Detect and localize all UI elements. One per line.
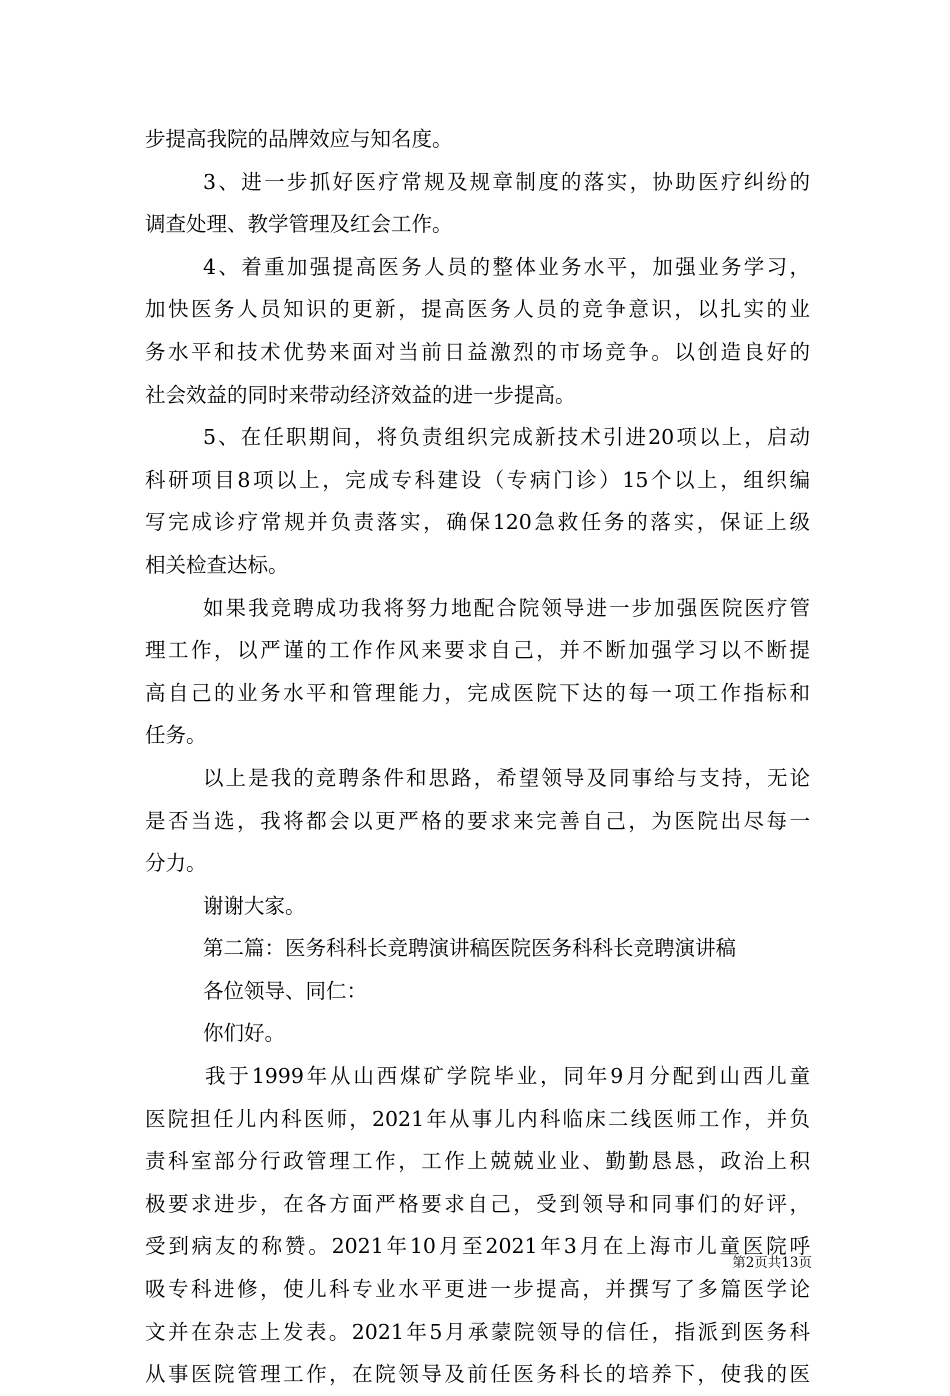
text-line: 高自己的业务水平和管理能力，完成医院下达的每一项工作指标和 xyxy=(145,680,810,705)
text-line: 科研项目8项以上，完成专科建设（专病门诊）15个以上，组织编 xyxy=(145,467,810,492)
text-line: 调查处理、教学管理及红会工作。 xyxy=(145,212,453,237)
text-line: 5、在任职期间，将负责组织完成新技术引进20项以上，启动 xyxy=(203,425,810,450)
text-line: 加快医务人员知识的更新，提高医务人员的竞争意识，以扎实的业 xyxy=(145,297,810,322)
text-line: 吸专科进修，使儿科专业水平更进一步提高，并撰写了多篇医学论 xyxy=(145,1277,810,1302)
text-line: 文并在杂志上发表。2021年5月承蒙院领导的信任，指派到医务科 xyxy=(145,1319,810,1344)
text-line: 3、进一步抓好医疗常规及规章制度的落实，协助医疗纠纷的 xyxy=(203,169,810,194)
text-line: 务水平和技术优势来面对当前日益激烈的市场竞争。以创造良好的 xyxy=(145,339,810,364)
text-line: 理工作，以严谨的工作作风来要求自己，并不断加强学习以不断提 xyxy=(145,638,810,663)
text-line: 以上是我的竞聘条件和思路，希望领导及同事给与支持，无论 xyxy=(203,765,810,790)
text-line: 社会效益的同时来带动经济效益的进一步提高。 xyxy=(145,382,576,407)
text-line: 任务。 xyxy=(145,723,207,748)
text-line: 受到病友的称赞。2021年10月至2021年3月在上海市儿童医院呼 xyxy=(145,1234,810,1259)
greeting: 你们好。 xyxy=(203,1021,285,1046)
text-line: 4、着重加强提高医务人员的整体业务水平，加强业务学习， xyxy=(203,254,810,279)
text-line: 步提高我院的品牌效应与知名度。 xyxy=(145,127,453,151)
section-heading: 第二篇：医务科科长竞聘演讲稿医院医务科科长竞聘演讲稿 xyxy=(203,936,736,961)
text-line: 相关检查达标。 xyxy=(145,552,289,577)
text-line: 是否当选，我将都会以更严格的要求来完善自己，为医院出尽每一 xyxy=(145,808,810,833)
text-line: 极要求进步，在各方面严格要求自己，受到领导和同事们的好评， xyxy=(145,1191,810,1216)
text-line: 分力。 xyxy=(145,851,207,876)
text-line: 写完成诊疗常规并负责落实，确保120急救任务的落实，保证上级 xyxy=(145,510,810,535)
salutation: 各位领导、同仁： xyxy=(203,978,367,1003)
text-line: 从事医院管理工作，在院领导及前任医务科长的培养下，使我的医 xyxy=(145,1362,810,1387)
text-line: 如果我竞聘成功我将努力地配合院领导进一步加强医院医疗管 xyxy=(203,595,810,620)
text-line: 责科室部分行政管理工作，工作上兢兢业业、勤勤恳恳，政治上积 xyxy=(145,1149,810,1174)
document-body xyxy=(145,118,810,1396)
text-line: 医院担任儿内科医师，2021年从事儿内科临床二线医师工作，并负 xyxy=(145,1106,810,1131)
page-number-footer: 第2页共13页 xyxy=(732,1255,812,1271)
text-line: 谢谢大家。 xyxy=(203,893,306,918)
text-line: 我于1999年从山西煤矿学院毕业，同年9月分配到山西儿童 xyxy=(205,1064,810,1089)
